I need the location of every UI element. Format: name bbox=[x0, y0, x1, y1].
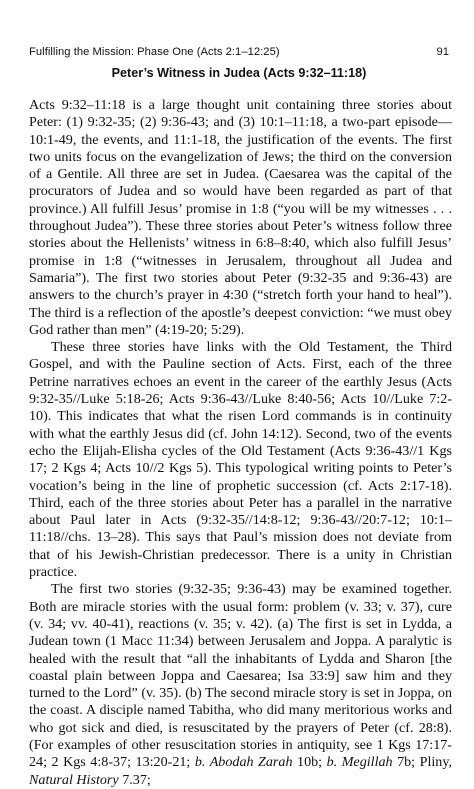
citation-loc-1: 10b; bbox=[292, 754, 327, 771]
citation-title-abodah-zarah: b. Abodah Zarah bbox=[194, 754, 293, 771]
paragraph-3-text: The first two stories (9:32-35; 9:36-43) may be examined together. Both are miracle stories with the usual form: problem (v. 33; v. 37), cure (v. 34; vv. 40-41), reactions (v. 35; v. 42). (a) The first is set in Lydda, a Judean town (1 Macc 11:34) between Jerusalem and Joppa. A paralytic is healed with the result that “all the inhabitants of Lydda and Sharon [the coastal plain between Joppa and Caesarea; Isa 33:9] saw him and they turned to the Lord” (v. 35). (b) The second miracle story is set in Joppa, on the coast. A disciple named Tabitha, who did many meritorious works and who got sick and died, is resuscitated by the prayers of Peter (cf. 28:8). (For examples of other resuscitation stories in antiquity, see 1 Kgs 17:17-24; 2 Kgs 4:8-37; 13:20-21; bbox=[29, 581, 452, 771]
paragraph-2: These three stories have links with the Old Testament, the Third Gospel, and with the Pauline section of Acts. First, each of the three Petrine narratives echoes an event in the career of the earthly Jesus (Acts 9:32-35//Luke 5:18-26; Acts 9:36-43//Luke 8:40-56; Acts 10//Luke 7:2-10). This indicates that what the risen Lord commands is in continuity with what the earthly Jesus did (cf. John 14:12). Second, two of the events echo the Elijah-Elisha cycles of the Old Testament (Acts 9:36-43//1 Kgs 17; 2 Kgs 4; Acts 10//2 Kgs 5). This typological writing points to Peter’s vocation’s being in the line of prophetic succession (cf. Acts 2:17-18). Third, each of the three stories about Peter has a parallel in the narrative about Paul later in Acts (9:32-35//14:8-12; 9:36-43//20:7-12; 10:1–11:18//chs. 13–28). This says that Paul’s mission does not deviate from that of his Jewish-Christian predecessor. There is a unity in Christian practice. bbox=[29, 339, 452, 581]
running-head bbox=[29, 46, 449, 58]
running-head-title: Fulfilling the Mission: Phase One (Acts 2:1–12:25) bbox=[29, 46, 280, 58]
section-title: Peter’s Witness in Judea (Acts 9:32–11:18) bbox=[111, 66, 367, 80]
citation-loc-3: 7.37; bbox=[118, 771, 151, 788]
citation-loc-2: 7b; Pliny, bbox=[392, 754, 452, 771]
citation-title-natural-history: Natural History bbox=[29, 771, 119, 788]
body-text bbox=[29, 97, 452, 789]
citation-title-megillah: b. Megillah bbox=[326, 754, 393, 771]
paragraph-1: Acts 9:32–11:18 is a large thought unit containing three stories about Peter: (1) 9:32-35; (2) 9:36-43; and (3) 10:1–11:18, a two-part episode—10:1-49, the events, and 11:1-18, the justification of the events. The first two units focus on the evangelization of Jews; the third on the conversion of a Gentile. All three are set in Judea. (Caesarea was the capital of the procurators of Judea and so would have been regarded as part of that province.) All fulfill Jesus’ promise in 1:8 (“you will be my witnesses . . . throughout Judea”). These three stories about Peter’s witness follow three stories about the Hellenists’ witness in 6:8–8:40, which also fulfill Jesus’ promise in 1:8 (“witnesses in Jerusalem, throughout all Judea and Samaria”). The first two stories about Peter (9:32-35 and 9:36-43) are answers to the church’s prayer in 4:30 (“stretch forth your hand to heal”). The third is a reflection of the apostle’s deepest conviction: “we must obey God rather than men” (4:19-20; 5:29). bbox=[29, 97, 452, 338]
page-number: 91 bbox=[436, 46, 449, 58]
paragraph-3 bbox=[29, 581, 452, 789]
